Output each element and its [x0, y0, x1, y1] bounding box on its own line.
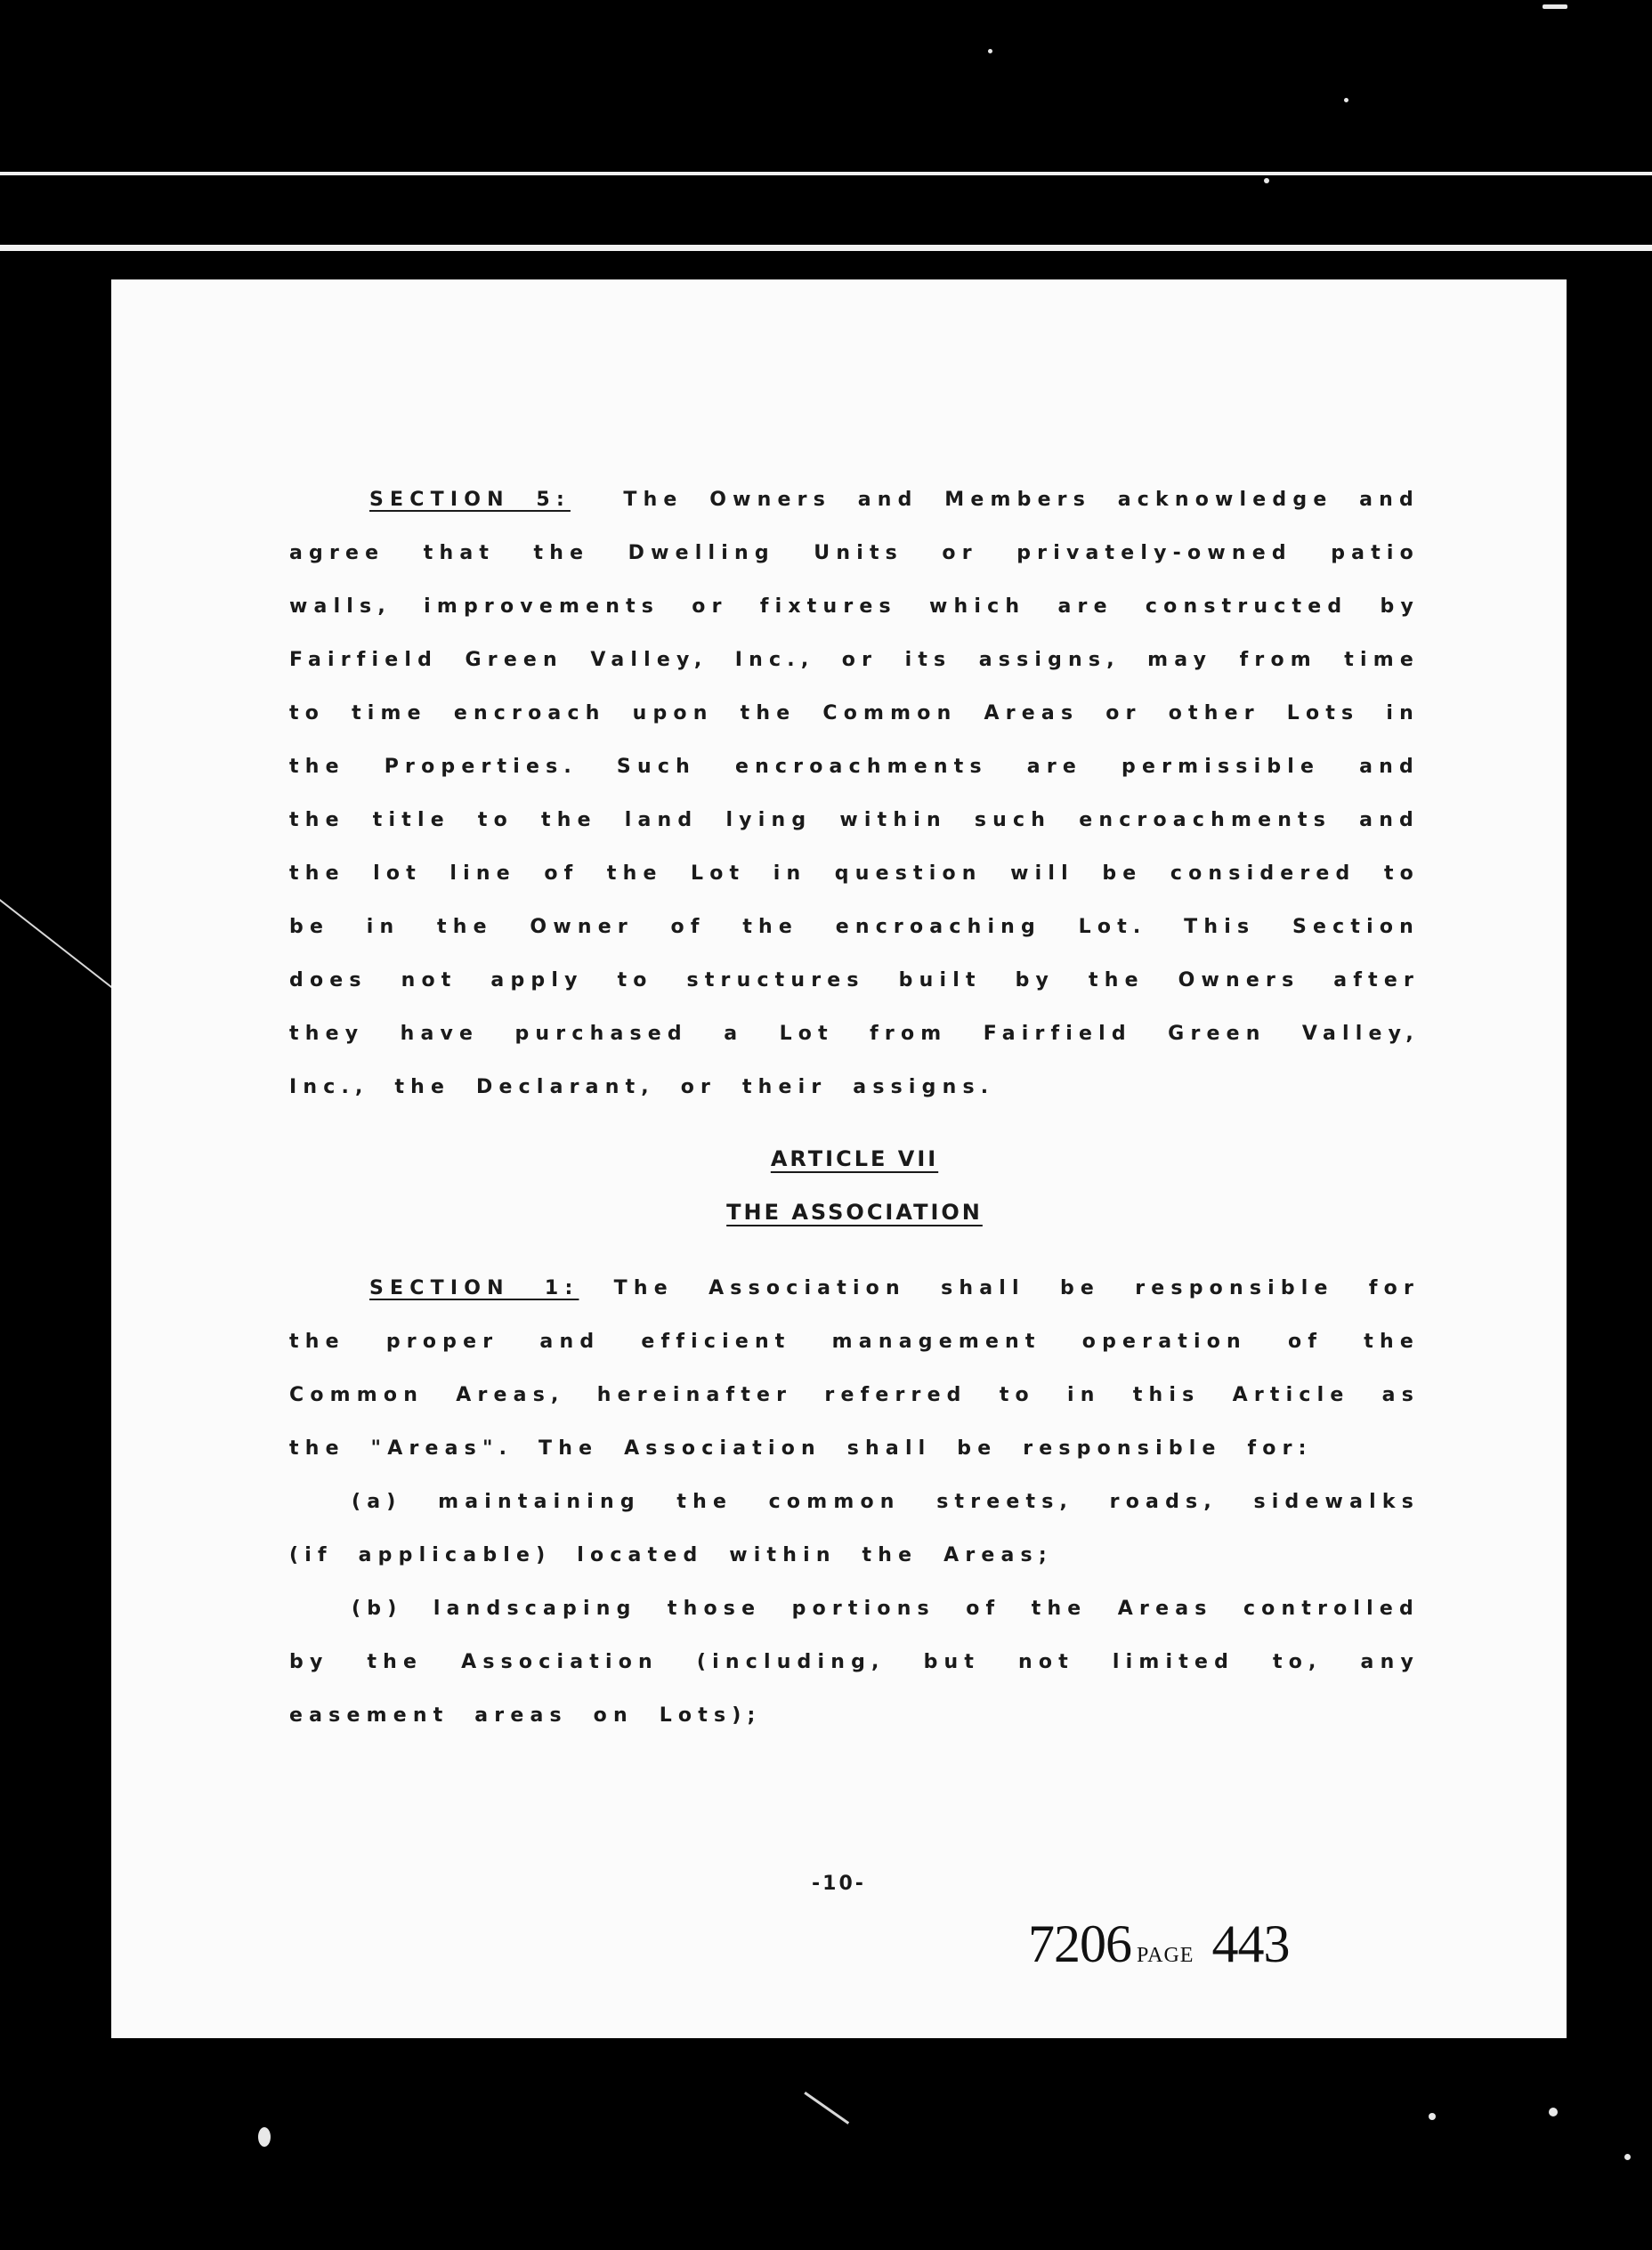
section-1-item-a: (a) maintaining the common streets, roads, sidewalks (if applicable) located within the Areas; — [289, 1491, 1420, 1566]
document-body — [289, 473, 1420, 1743]
page-label: PAGE — [1137, 1944, 1194, 1967]
scan-speck — [1429, 2113, 1436, 2120]
article-heading-block — [289, 1132, 1420, 1239]
section-5-heading: SECTION 5: — [369, 489, 571, 511]
section-1-text: The Association shall be responsible for the proper and efficient management operation of the Common Areas, hereinafter referred to in this Article as the "Areas". The Association shall be responsible for: — [289, 1277, 1421, 1460]
scan-speck — [1543, 4, 1567, 9]
scan-speck — [1344, 98, 1348, 102]
scan-speck — [1264, 178, 1269, 183]
recorded-page-number: 443 — [1211, 1914, 1290, 1973]
recording-stamp — [1028, 1914, 1289, 1975]
scan-rule-bottom — [0, 245, 1652, 251]
scan-speck — [1549, 2108, 1558, 2116]
section-1-item-b: (b) landscaping those portions of the Areas controlled by the Association (including, but not limited to, any easement areas on Lots); — [289, 1598, 1420, 1727]
section-1-heading: SECTION 1: — [369, 1277, 579, 1299]
scan-speck — [258, 2127, 271, 2147]
section-5-paragraph — [289, 473, 1420, 1114]
book-number: 7206 — [1028, 1914, 1131, 1973]
scan-speck — [988, 49, 992, 53]
article-title: THE ASSOCIATION — [726, 1200, 983, 1225]
document-page — [111, 279, 1567, 2038]
scan-scratch — [0, 899, 119, 993]
scan-speck — [1624, 2154, 1631, 2160]
page-number: -10- — [812, 1873, 866, 1895]
article-number: ARTICLE VII — [770, 1146, 939, 1171]
scan-rule-top — [0, 172, 1652, 175]
section-1-paragraph — [289, 1262, 1420, 1476]
scan-scratch — [804, 2092, 849, 2125]
scan-top-border — [0, 0, 1652, 254]
section-5-text: The Owners and Members acknowledge and agree that the Dwelling Units or privately-owned patio walls, improvements or fixtures which are constructed by Fairfield Green Valley, Inc., or its assigns, may from time to time encroach upon the Common Areas or other Lots in the Properties. Such encroachments are permissible and the title to the land lying within such encroachments and the lot line of the Lot in question will be considered to be in the Owner of the encroaching Lot. This Section does not apply to structures built by the Owners after they have purchased a Lot from Fairfield Green Valley, Inc., the Declarant, or their assigns. — [289, 489, 1420, 1098]
